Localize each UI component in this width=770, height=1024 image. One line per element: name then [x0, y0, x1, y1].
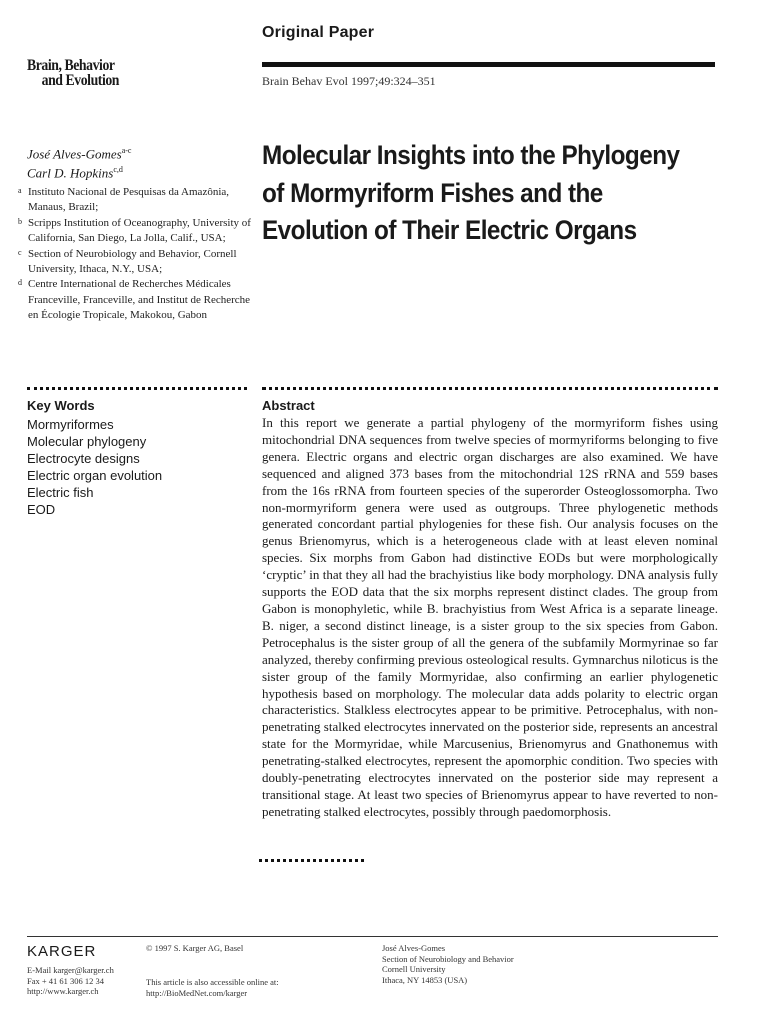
affiliation-mark: b: [18, 216, 22, 226]
online-access-url: http://BioMedNet.com/karger: [146, 987, 248, 998]
journal-logo: [27, 58, 119, 88]
abstract-end-divider: [259, 859, 364, 862]
paper-type-label: Original Paper: [262, 24, 375, 41]
journal-logo-line-2: and Evolution: [41, 72, 120, 89]
abstract-divider: [262, 387, 718, 390]
keywords-divider: [27, 387, 247, 390]
publisher-contact: [27, 965, 114, 997]
author-1-name: José Alves-Gomes: [27, 146, 122, 162]
affiliation-text: Centre International de Recherches Médicales Franceville, Franceville, and Institut de Recherche en Écologie Tropicale, Makokou, Gabon: [28, 278, 251, 322]
affiliation-text: Section of Neurobiology and Behavior, Cornell University, Ithaca, N.Y., USA;: [28, 247, 237, 276]
author-2-name: Carl D. Hopkins: [27, 165, 114, 181]
author-2: [27, 162, 131, 181]
affiliation-mark: d: [18, 278, 22, 288]
publisher-email: E-Mail karger@karger.ch: [27, 965, 114, 975]
correspondence-address: [382, 943, 514, 985]
online-access-line-1: This article is also accessible online at:: [146, 977, 279, 987]
publisher-website: http://www.karger.ch: [27, 986, 99, 996]
journal-logo-line-1: Brain, Behavior: [27, 57, 115, 74]
keyword-item: Electric fish: [27, 485, 94, 500]
keywords-heading: Key Words: [27, 398, 95, 413]
affiliation-item: [18, 185, 254, 216]
footer-rule: [27, 936, 718, 937]
affiliation-text: Scripps Institution of Oceanography, University of California, San Diego, La Jolla, Calif., USA;: [28, 216, 251, 245]
journal-citation: Brain Behav Evol 1997;49:324–351: [262, 74, 436, 88]
keyword-item: Electric organ evolution: [27, 468, 163, 483]
affiliation-mark: a: [18, 186, 22, 195]
correspondence-line: Ithaca, NY 14853 (USA): [382, 974, 468, 985]
abstract-heading: Abstract: [262, 398, 315, 413]
author-1: [27, 143, 131, 162]
keyword-item: Molecular phylogeny: [27, 434, 147, 449]
correspondence-line: Section of Neurobiology and Behavior: [382, 953, 514, 964]
keyword-item: Mormyriformes: [27, 417, 114, 432]
paper-title: Molecular Insights into the Phylogeny of Mormyriform Fishes and the Evolution of Their Electric Organs: [262, 140, 680, 245]
keyword-item: Electrocyte designs: [27, 451, 140, 466]
affiliation-item: [18, 277, 254, 323]
abstract-body: In this report we generate a partial phylogeny of the mormyriform fishes using mitochondrial DNA sequences from twelve species of mormyriforms belonging to five genera. Electric organs and electric organ discharges are also examined. We have sequenced and aligned 373 bases from the mitochondrial 12S rRNA and 559 bases from the 16s rRNA from fourteen species of the superorder Osteoglossomorpha. Two non-mormyriform genera were used as outgroups. Three phylogenetic methods generated concordant partial phylogenies for these fish. Our analysis focuses on the genus Brienomyrus, which is a heterogeneous clade with at least eleven nominal species. Six morphs from Gabon had distinctive EODs but were morphologically ‘cryptic’ in that they all had the brachyistius like body morphology. DNA analysis fully supports the EOD data that the six morphs represent distinct clades. The group from Gabon is monophyletic, while B. brachyistius from West Africa is a separate lineage. B. niger, a second distinct lineage, is a sister group to the six species from Gabon. Petrocephalus is the sister group of all the genera of the subfamily Mormyrinae so far analyzed, thereby confirming previous osteological results. Gymnarchus niloticus is the sister group of the family Mormyridae, also confirming an earlier phylogenetic hypothesis based on morphology. The molecular data adds polarity to electric organ characteristics. Stalkless electrocytes appear to be primitive. Petrocephalus, with non-penetrating stalked electrocytes innervated on the posterior side, represents an ancestral state for the Mormyridae, while Marcusenius, Brienomyrus and Gnathonemus with penetrating-stalked electrocytes, represent the apomorphic condition. Two species with doubly-penetrating electrocytes innervated on the posterior side may represent a transitional stage. At least two species of Brienomyrus appear to have reverted to non-penetrating stalked electrocytes, possibly through paedomorphosis.: [262, 415, 718, 819]
author-2-marks: c,d: [113, 165, 123, 175]
copyright-notice: © 1997 S. Karger AG, Basel: [146, 943, 244, 953]
affiliation-text: Instituto Nacional de Pesquisas da Amazônia, Manaus, Brazil;: [28, 186, 230, 214]
publisher-fax: Fax + 41 61 306 12 34: [27, 975, 105, 986]
affiliation-item: [18, 216, 254, 247]
online-access-note: [146, 977, 279, 998]
correspondence-line: Cornell University: [382, 964, 446, 974]
correspondence-line: José Alves-Gomes: [382, 943, 446, 953]
affiliation-list: [18, 185, 254, 324]
header-rule: [262, 62, 715, 67]
keyword-item: EOD: [27, 502, 56, 517]
publisher-logo: KARGER: [27, 943, 97, 960]
author-1-marks: a-c: [121, 146, 132, 155]
author-list: [27, 143, 131, 182]
affiliation-mark: c: [18, 247, 22, 257]
affiliation-item: [18, 247, 254, 278]
keyword-list: [27, 416, 162, 518]
